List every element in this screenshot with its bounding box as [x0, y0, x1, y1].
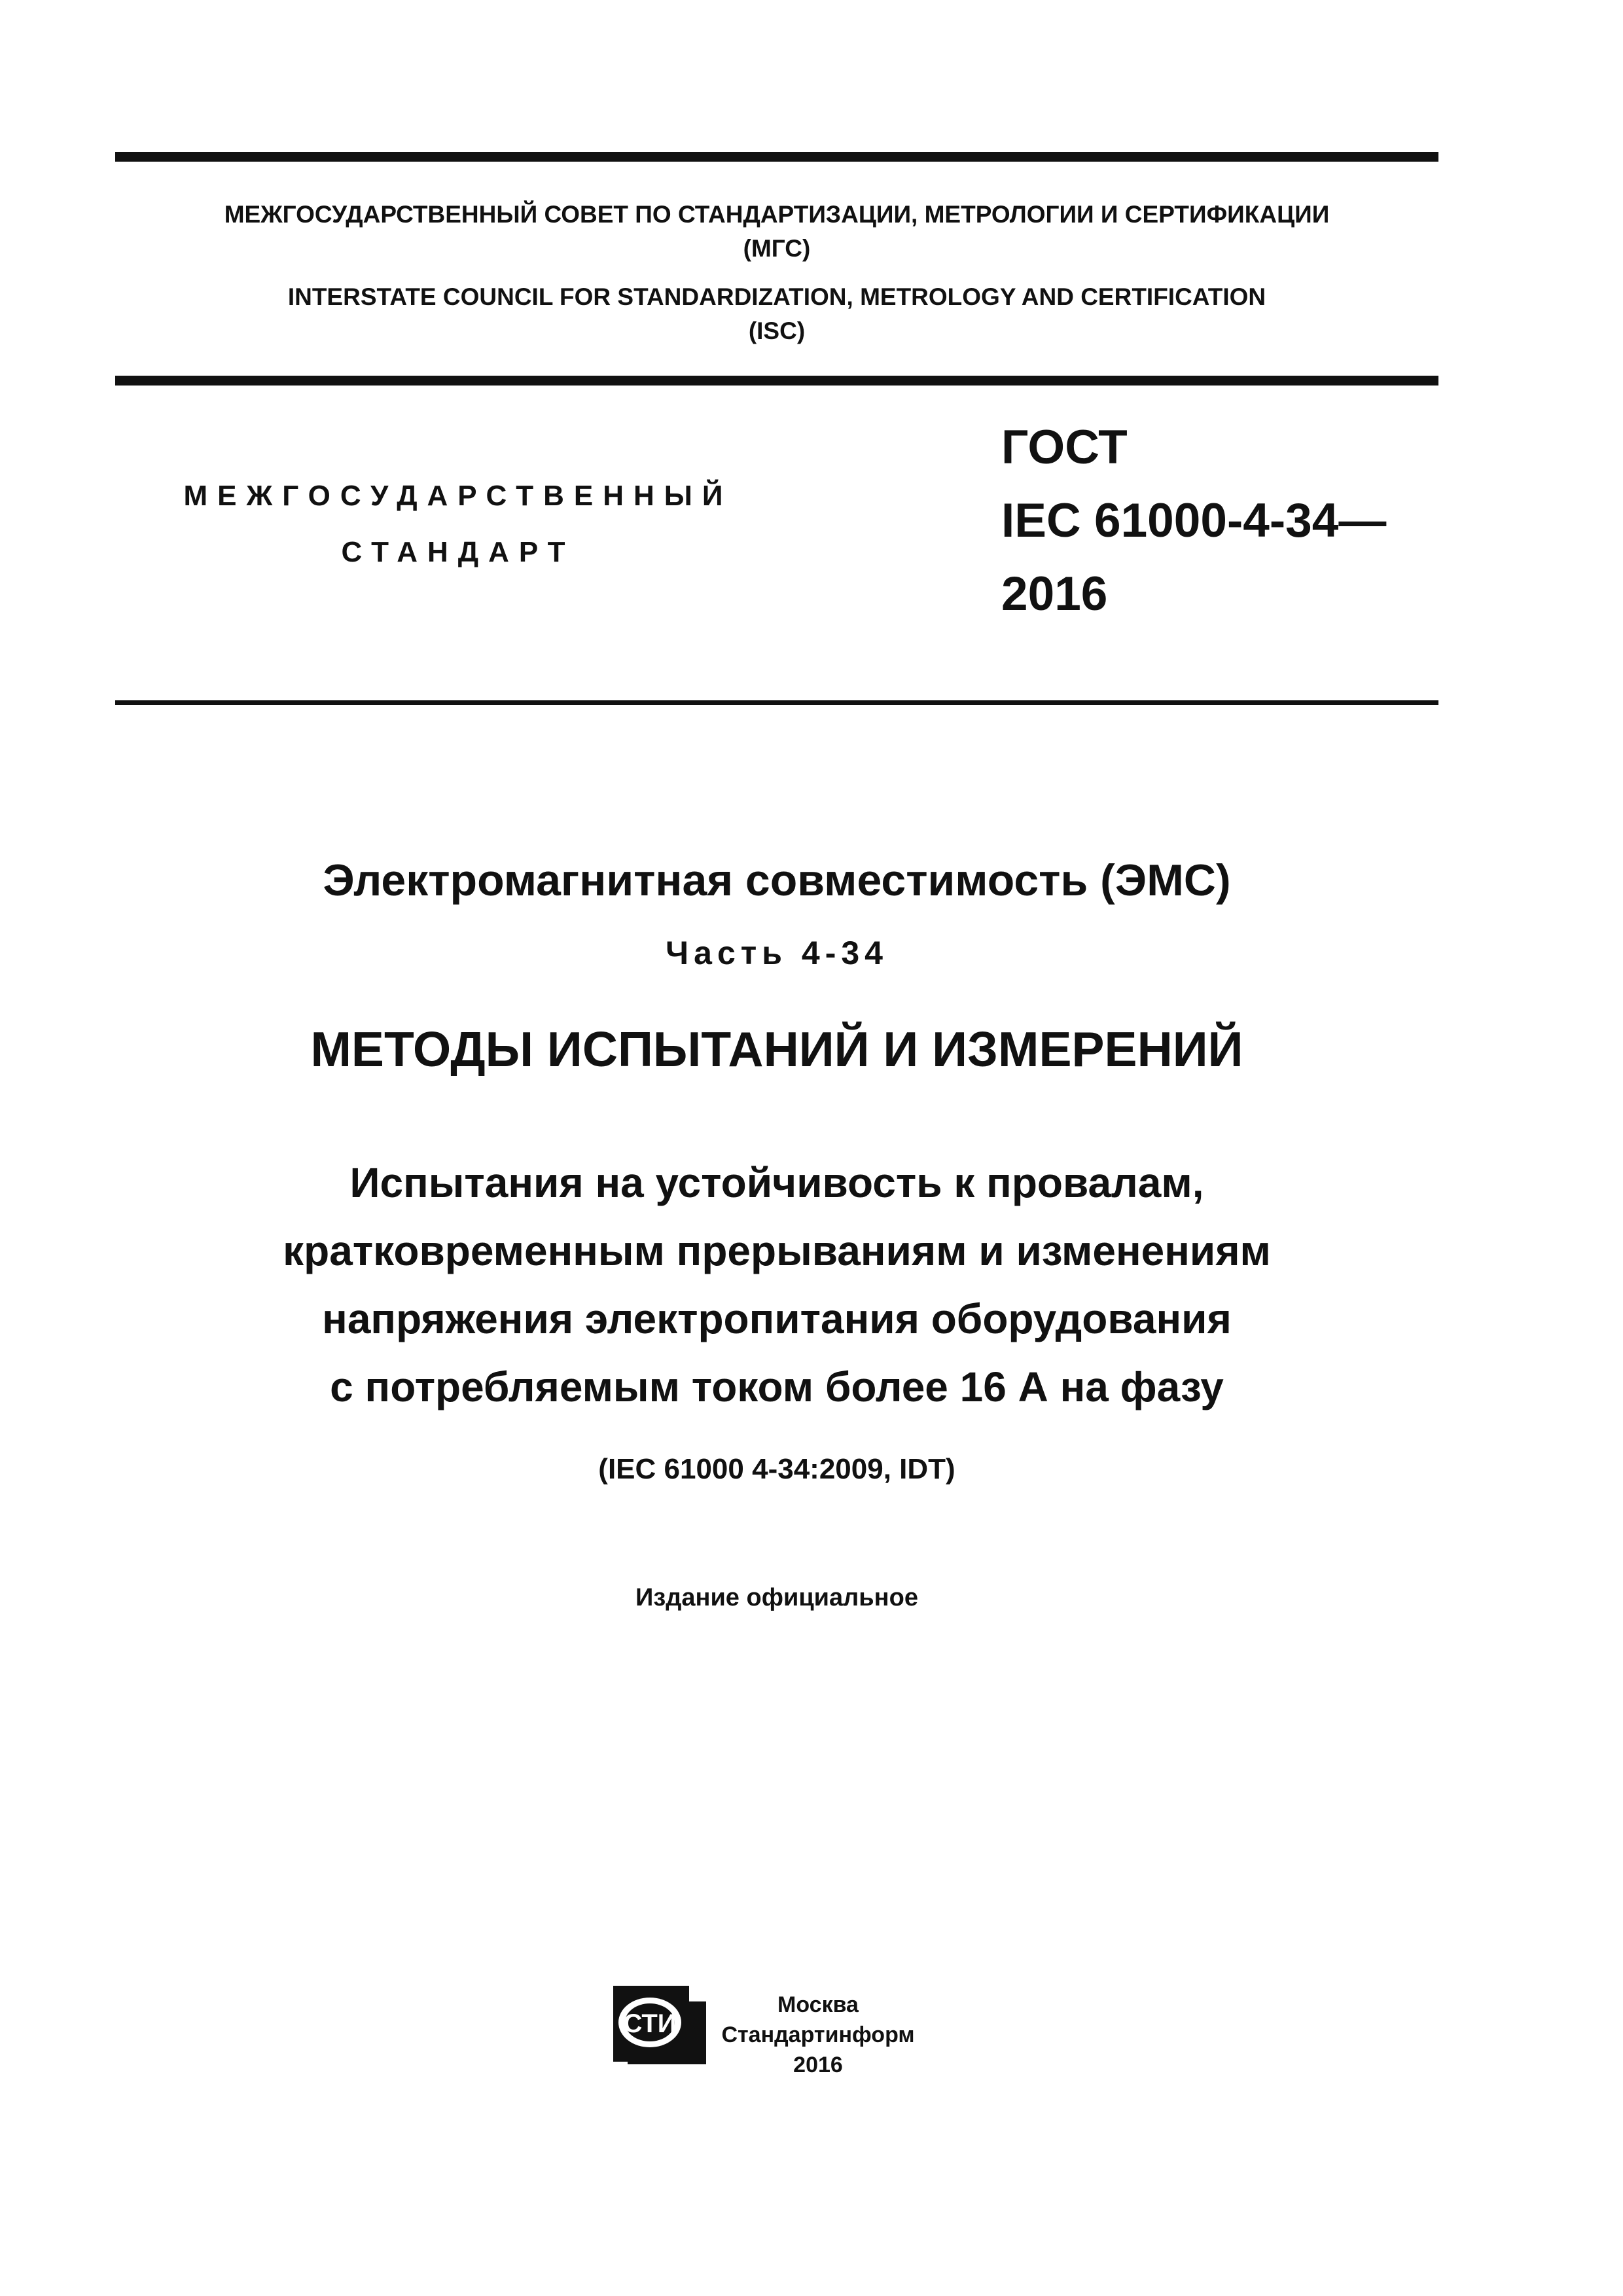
council-name-english-line1: INTERSTATE COUNCIL FOR STANDARDIZATION, METROLOGY AND CERTIFICATION: [287, 283, 1266, 310]
document-subtitle: [115, 1149, 1438, 1421]
interstate-standard-label-line1: МЕЖГОСУДАРСТВЕННЫЙ: [183, 480, 733, 512]
council-name-russian: [115, 198, 1438, 266]
council-name-english: [115, 280, 1438, 348]
gost-designation: [1001, 411, 1386, 631]
iec-reference: (IEC 61000 4-34:2009, IDT): [598, 1453, 955, 1485]
middle-divider: [115, 376, 1438, 386]
document-title-ems: Электромагнитная совместимость (ЭМС): [323, 855, 1231, 905]
publisher-city: Москва: [777, 1992, 859, 2017]
interstate-standard-label: [131, 468, 785, 581]
council-abbreviation-russian: (МГС): [743, 235, 811, 262]
council-abbreviation-english: (ISC): [748, 317, 806, 344]
document-part-label: Часть 4-34: [666, 935, 888, 971]
gost-designation-line1: ГОСТ: [1001, 421, 1128, 474]
document-subtitle-line1: Испытания на устойчивость к провалам,: [349, 1159, 1204, 1206]
gost-designation-year: 2016: [1001, 567, 1108, 620]
publisher-block: [720, 1990, 916, 2080]
document-subtitle-line3: напряжения электропитания оборудования: [322, 1295, 1232, 1342]
document-main-title: МЕТОДЫ ИСПЫТАНИЙ И ИЗМЕРЕНИЙ: [310, 1022, 1243, 1077]
standartinform-logo-icon: [612, 1984, 707, 2066]
edition-label: Издание официальное: [635, 1584, 918, 1611]
council-name-russian-line1: МЕЖГОСУДАРСТВЕННЫЙ СОВЕТ ПО СТАНДАРТИЗАЦИИ, МЕТРОЛОГИИ И СЕРТИФИКАЦИИ: [224, 201, 1330, 228]
gost-designation-line2: IEC 61000-4-34—: [1001, 494, 1387, 547]
document-subtitle-line2: кратковременным прерываниям и изменениям: [283, 1227, 1271, 1274]
publisher-name: Стандартинформ: [721, 2022, 915, 2047]
top-divider: [115, 152, 1438, 162]
publication-year: 2016: [793, 2053, 843, 2077]
logo-lettering: СТИ: [623, 2009, 677, 2038]
document-subtitle-line4: с потребляемым током более 16 А на фазу: [330, 1363, 1224, 1410]
interstate-standard-label-line2: СТАНДАРТ: [341, 536, 575, 568]
bottom-divider: [115, 700, 1438, 705]
